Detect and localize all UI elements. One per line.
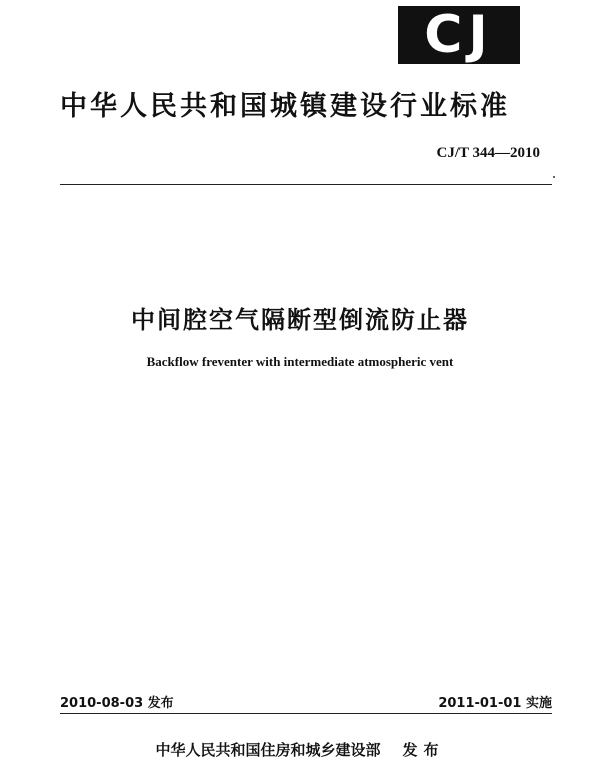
issuer-action: 发布 xyxy=(402,741,445,759)
top-divider xyxy=(60,184,552,185)
issuer-line xyxy=(0,739,600,760)
document-title-cn: 中间腔空气隔断型倒流防止器 xyxy=(131,306,469,334)
document-title-en: Backflow freventer with intermediate atmospheric vent xyxy=(146,354,454,369)
standard-code: CJ/T 344—2010 xyxy=(436,145,540,161)
bottom-divider xyxy=(60,713,552,714)
cj-logo: CJ xyxy=(398,6,520,64)
publish-date: 2010-08-03 发布 xyxy=(60,696,174,711)
standard-series-title: 中华人民共和国城镇建设行业标准 xyxy=(60,91,510,122)
decorative-dot xyxy=(553,176,555,178)
issuer-name: 中华人民共和国住房和城乡建设部 xyxy=(155,741,381,759)
implementation-date: 2011-01-01 实施 xyxy=(438,696,552,711)
